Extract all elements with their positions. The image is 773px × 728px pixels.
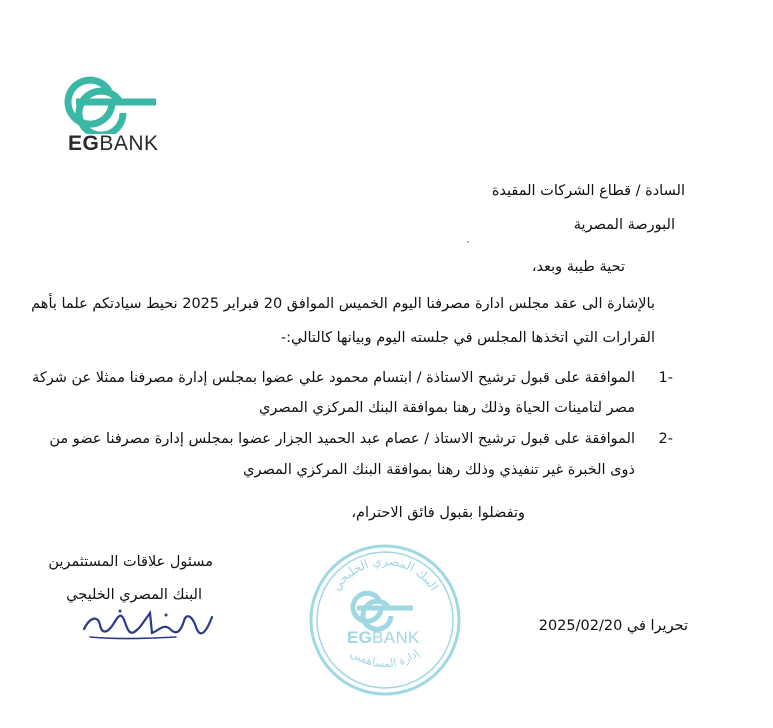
decision-1-line-2: مصر لتامينات الحياة وذلك رهنا بموافقة البنك المركزي المصري (259, 400, 635, 416)
greeting: تحية طيبة وبعد، (531, 259, 625, 275)
intro-line-2: القرارات التي اتخذها المجلس في جلسته اليوم وبيانها كالتالي:- (280, 330, 655, 346)
stamp-seal-icon (305, 540, 465, 700)
addressee-line-2: البورصة المصرية (573, 217, 675, 233)
svg-text:البنك المصري الخليجي (329, 554, 441, 593)
svg-text:إدارة المساهمين (348, 647, 421, 671)
signatory-title: مسئول علاقات المستثمرين (48, 554, 213, 570)
decision-2-line-1: الموافقة على قبول ترشيح الاستاذ / عصام عبد الحميد الجزار عضوا بمجلس إدارة مصرفنا عضو من (49, 431, 635, 447)
stamp-bottom-text: إدارة المساهمين (348, 646, 422, 671)
addressee-line-1: السادة / قطاع الشركات المقيدة (491, 183, 685, 199)
decision-2-line-2: ذوى الخبرة غير تنفيذي وذلك رهنا بموافقة البنك المركزي المصري (243, 462, 635, 478)
intro-line-1: بالإشارة الى عقد مجلس ادارة مصرفنا اليوم الخميس الموافق 20 فبراير 2025 نحيط سيادتكم علما بأهم (31, 296, 655, 312)
decision-1-number: 1- (658, 370, 673, 386)
handwritten-signature (80, 603, 220, 645)
decision-1-line-1: الموافقة على قبول ترشيح الاستاذة / ابتسام محمود علي عضوا بمجلس إدارة مصرفنا ممثلا عن شركة (32, 370, 635, 386)
signatory-organization: البنك المصري الخليجي (66, 587, 202, 603)
stamp-logo-wordmark: EGBANK (347, 628, 420, 647)
closing: وتفضلوا بقبول فائق الاحترام، (351, 505, 525, 521)
date-line: تحريرا في 2025/02/20 (538, 618, 688, 634)
bank-logo-wordmark: EGBANK (68, 132, 159, 155)
eg-bank-logo-icon (64, 72, 168, 134)
stamp-top-text: البنك المصري الخليجي (328, 554, 442, 594)
official-stamp (305, 540, 465, 700)
decision-2-number: 2- (658, 431, 673, 447)
bank-logo (62, 72, 166, 162)
stray-dot (467, 241, 469, 243)
